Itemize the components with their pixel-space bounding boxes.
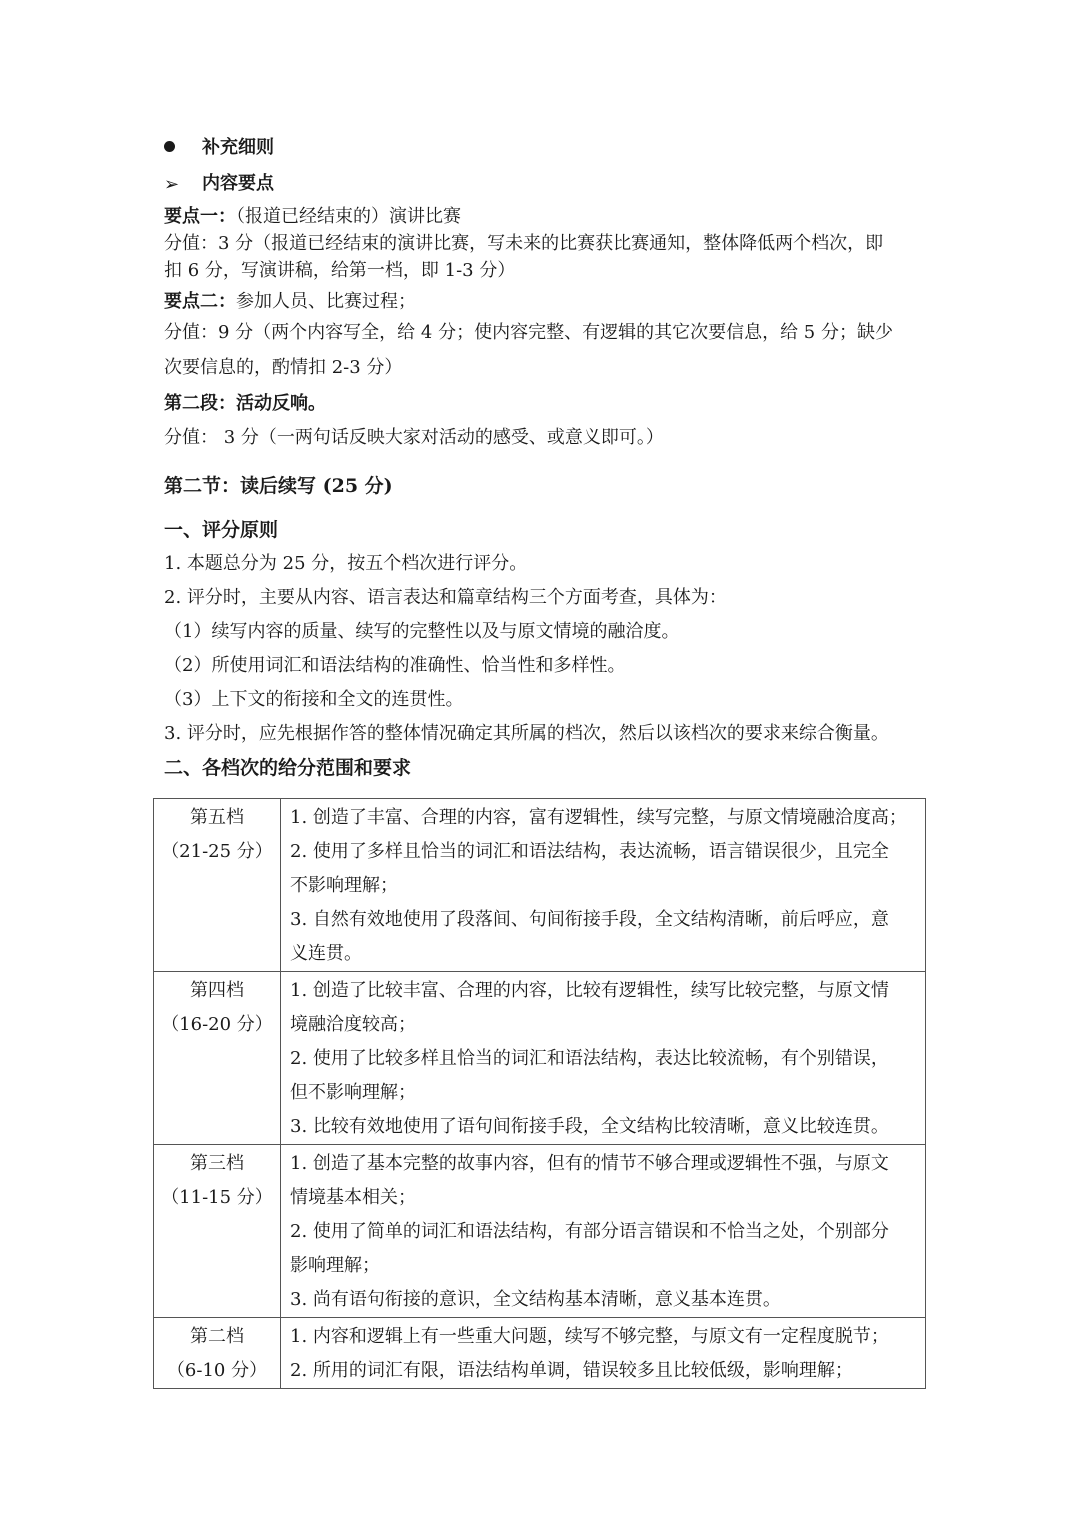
- level-name: 第五档: [190, 807, 244, 828]
- level-name: 第三档: [190, 1153, 244, 1174]
- table-row: [154, 1145, 926, 1318]
- principle-item: （3）上下文的衔接和全文的连贯性。: [164, 689, 464, 710]
- point2-score-line2: 次要信息的，酌情扣 2-3 分）: [164, 357, 403, 378]
- level-cell: [154, 799, 281, 972]
- requirement-line: 2. 所用的词汇有限，语法结构单调，错误较多且比较低级，影响理解；: [290, 1360, 853, 1381]
- requirement-line: 3. 自然有效地使用了段落间、句间衔接手段，全文结构清晰，前后呼应，意: [290, 909, 889, 930]
- bullet-dot-icon: [164, 141, 175, 152]
- requirements-cell: [281, 972, 926, 1145]
- point2-label: 要点二：: [164, 291, 236, 312]
- requirement-line: 1. 创造了基本完整的故事内容，但有的情节不够合理或逻辑性不强，与原文: [290, 1153, 889, 1174]
- requirement-line: 1. 创造了比较丰富、合理的内容，比较有逻辑性，续写比较完整，与原文情: [290, 980, 889, 1001]
- point1-score-line1: 分值：3 分（报道已经结束的演讲比赛，写未来的比赛获比赛通知，整体降低两个档次，即: [164, 233, 884, 254]
- requirement-line: 境融洽度较高；: [290, 1014, 416, 1035]
- principle-item: 3. 评分时，应先根据作答的整体情况确定其所属的档次，然后以该档次的要求来综合衡量。: [164, 723, 889, 744]
- requirements-cell: [281, 1145, 926, 1318]
- principles-heading: 一、评分原则: [164, 519, 279, 541]
- levels-heading: 二、各档次的给分范围和要求: [164, 757, 412, 779]
- arrow-bullet-icon: ➢: [164, 174, 180, 195]
- requirement-line: 情境基本相关；: [290, 1187, 416, 1208]
- para2-label: 第二段：: [164, 393, 236, 414]
- point2-line: [164, 290, 924, 314]
- level-cell: [154, 1145, 281, 1318]
- content-points-heading: 内容要点: [202, 173, 274, 194]
- para2-score: 分值： 3 分（一两句话反映大家对活动的感受、或意义即可。）: [164, 427, 664, 448]
- point2-text: 参加人员、比赛过程；: [236, 291, 416, 312]
- level-cell: [154, 972, 281, 1145]
- requirement-line: 1. 创造了丰富、合理的内容，富有逻辑性，续写完整，与原文情境融洽度高；: [290, 807, 907, 828]
- level-range: （16-20 分）: [161, 1014, 273, 1035]
- requirement-line: 不影响理解；: [290, 875, 398, 896]
- requirement-line: 影响理解；: [290, 1255, 380, 1276]
- point1-text: （报道已经结束的）演讲比赛: [236, 206, 461, 227]
- principle-item: 2. 评分时，主要从内容、语言表达和篇章结构三个方面考查，具体为：: [164, 587, 727, 608]
- para2-line: [164, 392, 924, 416]
- principle-item: 1. 本题总分为 25 分，按五个档次进行评分。: [164, 553, 528, 574]
- level-name: 第二档: [190, 1326, 244, 1347]
- requirement-line: 2. 使用了多样且恰当的词汇和语法结构，表达流畅，语言错误很少，且完全: [290, 841, 889, 862]
- requirement-line: 3. 比较有效地使用了语句间衔接手段，全文结构比较清晰，意义比较连贯。: [290, 1116, 889, 1137]
- requirement-line: 2. 使用了简单的词汇和语法结构，有部分语言错误和不恰当之处，个别部分: [290, 1221, 889, 1242]
- table-row: [154, 799, 926, 972]
- point1-label: 要点一：: [164, 206, 236, 227]
- requirement-line: 2. 使用了比较多样且恰当的词汇和语法结构，表达比较流畅，有个别错误，: [290, 1048, 889, 1069]
- requirements-cell: [281, 1318, 926, 1389]
- section2-title: 第二节：读后续写 (25 分): [164, 475, 393, 497]
- table-row: [154, 1318, 926, 1389]
- requirements-cell: [281, 799, 926, 972]
- requirement-line: 1. 内容和逻辑上有一些重大问题，续写不够完整，与原文有一定程度脱节；: [290, 1326, 889, 1347]
- point2-score-line1: 分值：9 分（两个内容写全，给 4 分；使内容完整、有逻辑的其它次要信息，给 5 分；缺少: [164, 322, 893, 343]
- level-cell: [154, 1318, 281, 1389]
- level-range: （21-25 分）: [161, 841, 273, 862]
- requirement-line: 3. 尚有语句衔接的意识，全文结构基本清晰，意义基本连贯。: [290, 1289, 781, 1310]
- point1-score-line2: 扣 6 分，写演讲稿，给第一档，即 1-3 分）: [164, 260, 516, 281]
- level-name: 第四档: [190, 980, 244, 1001]
- requirement-line: 但不影响理解；: [290, 1082, 416, 1103]
- requirement-line: 义连贯。: [290, 943, 362, 964]
- grading-levels-table: [153, 798, 926, 1389]
- principle-item: （1）续写内容的质量、续写的完整性以及与原文情境的融洽度。: [164, 621, 680, 642]
- level-range: （11-15 分）: [161, 1187, 273, 1208]
- supplement-heading: 补充细则: [202, 137, 274, 158]
- level-range: （6-10 分）: [166, 1360, 268, 1381]
- principle-item: （2）所使用词汇和语法结构的准确性、恰当性和多样性。: [164, 655, 626, 676]
- para2-text: 活动反响。: [236, 393, 326, 414]
- point1-line: [164, 205, 924, 229]
- table-row: [154, 972, 926, 1145]
